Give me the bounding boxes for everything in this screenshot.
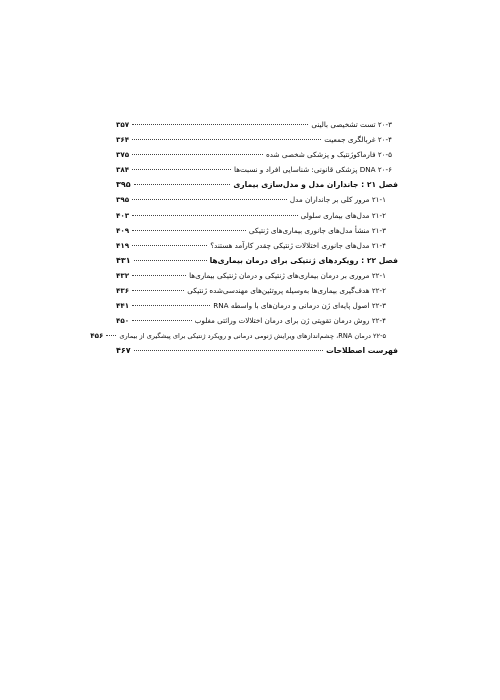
- toc-chapter-heading: [116, 253, 398, 268]
- toc-entry: [116, 298, 398, 313]
- toc-entry: [116, 117, 398, 132]
- toc-glossary-title: فهرست اصطلاحات: [326, 346, 398, 356]
- toc-entry-title: ۲۲-۴ روش درمان تقویتی ژن برای درمان اختلالات وراثتی مغلوب: [194, 316, 386, 326]
- toc-entry-page: ۴۳۶: [116, 286, 130, 296]
- toc-entry: [90, 328, 398, 343]
- toc-entry: [116, 162, 398, 177]
- toc-entry-page: ۴۴۱: [116, 301, 130, 311]
- toc-leader-dots: [132, 245, 207, 246]
- toc-entry: [116, 132, 398, 147]
- toc-entry-page: ۳۵۷: [116, 120, 130, 129]
- toc-entry-title: ۲۱-۲ مدل‌های بیماری سلولی: [300, 210, 386, 220]
- toc-entry: [116, 223, 398, 238]
- toc-leader-dots: [106, 335, 116, 336]
- toc-entry-title: ۲۰-۵ فارماکوژنتیک و پزشکی شخصی شده: [266, 150, 392, 160]
- toc-entry: [116, 238, 398, 253]
- toc-entry-page: ۳۶۴: [116, 135, 130, 145]
- toc-leader-dots: [134, 350, 323, 351]
- toc-entry-title: ۲۱-۳ منشأ مدل‌های جانوری بیماری‌های ژنتیکی: [248, 225, 386, 235]
- toc-chapter-title: فصل ۲۱ : جانداران مدل و مدل‌سازی بیماری: [233, 180, 398, 190]
- toc-entry: [116, 192, 398, 207]
- toc-entry-title: ۲۰-۴ غربالگری جمعیت: [324, 135, 392, 145]
- toc-entry-title: ۲۰-۳ تست تشخیصی بالینی: [311, 120, 392, 129]
- toc-entry-page: ۴۵۰: [116, 316, 130, 326]
- toc-entry-title: ۲۰-۶ DNA پزشکی قانونی: شناسایی افراد و نسبت‌ها: [234, 165, 392, 175]
- toc-chapter-title: فصل ۲۲ : رویکردهای ژنتیکی برای درمان بیماری‌ها: [209, 255, 398, 265]
- toc-entry-page: ۳۸۴: [116, 165, 130, 175]
- toc-leader-dots: [132, 305, 210, 306]
- toc-entry-title: ۲۲-۵ درمان RNA، چشم‌اندازهای ویرایش ژنومی درمانی و رویکرد ژنتیکی برای پیشگیری از بیماری: [119, 332, 386, 341]
- toc-entry-page: ۴۵۶: [90, 331, 104, 341]
- toc-entry: [116, 208, 398, 223]
- toc-leader-dots: [134, 184, 231, 185]
- toc-leader-dots: [132, 275, 186, 276]
- toc-leader-dots: [132, 124, 308, 125]
- toc-entry-title: ۲۱-۴ مدل‌های جانوری اختلالات ژنتیکی چقدر کارآمد هستند؟: [210, 240, 386, 250]
- toc-leader-dots: [132, 320, 191, 321]
- toc-glossary-heading: [116, 343, 398, 358]
- toc-leader-dots: [134, 260, 207, 261]
- toc-chapter-page: ۴۳۱: [116, 255, 131, 265]
- toc-entry-page: ۳۷۵: [116, 150, 130, 160]
- toc-entry-page: ۴۰۳: [116, 210, 130, 220]
- toc-entry: [116, 313, 398, 328]
- toc-leader-dots: [132, 154, 263, 155]
- toc-entry-page: ۳۹۵: [116, 195, 130, 205]
- toc-entry: [116, 268, 398, 283]
- toc-chapter-page: ۳۹۵: [116, 180, 131, 190]
- toc-leader-dots: [132, 230, 246, 231]
- toc-entry-title: ۲۲-۱ مروری بر درمان بیماری‌های ژنتیکی و درمان ژنتیکی بیماری‌ها: [189, 270, 386, 280]
- toc-entry-title: ۲۲-۳ اصول پایه‌ای ژن درمانی و درمان‌های با واسطه RNA: [213, 301, 386, 311]
- toc-entry-title: ۲۱-۱ مرور کلی بر جانداران مدل: [289, 195, 386, 205]
- toc-entry-page: ۴۳۲: [116, 270, 130, 280]
- toc-leader-dots: [132, 169, 231, 170]
- toc-entry: [116, 283, 398, 298]
- toc-leader-dots: [132, 199, 287, 200]
- toc-entry-page: ۴۱۹: [116, 240, 130, 250]
- toc-entry-title: ۲۲-۲ هدف‌گیری بیماری‌ها به‌وسیله پروتئین‌های مهندسی‌شده ژنتیکی: [187, 286, 386, 296]
- table-of-contents: [90, 117, 398, 359]
- toc-chapter-heading: [116, 177, 398, 192]
- toc-entry: [116, 147, 398, 162]
- toc-entry-page: ۴۰۹: [116, 225, 130, 235]
- toc-glossary-page: ۴۶۷: [116, 346, 131, 356]
- toc-leader-dots: [132, 215, 297, 216]
- toc-leader-dots: [132, 290, 184, 291]
- toc-leader-dots: [132, 139, 321, 140]
